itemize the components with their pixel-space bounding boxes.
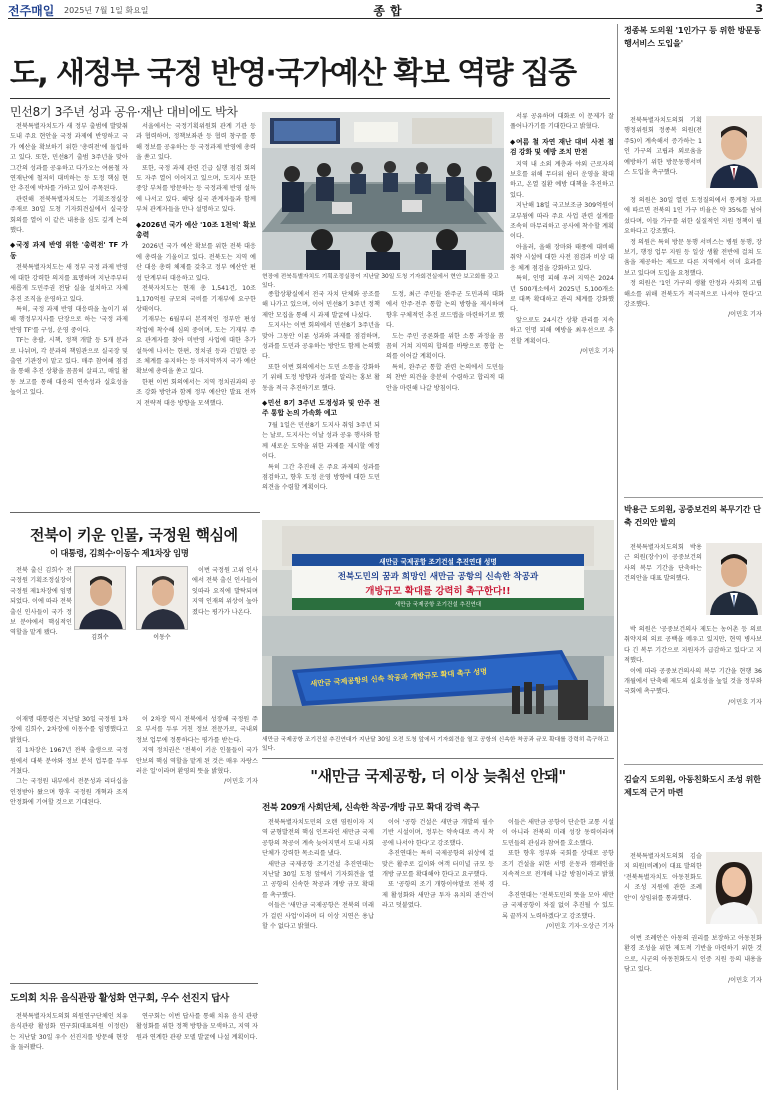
body-paragraph: 이번 조례안은 아동의 권리를 보장하고 아동친화 환경 조성을 위한 제도적 기반을 마련하기 위한 것으로, 시군의 아동친화도시 인증 지원 등의 내용을 담고 있다.	[624, 935, 762, 974]
box-column-2	[136, 715, 258, 980]
article-byline: /이민호 기자·오상근 기자	[546, 923, 614, 931]
box-subheadline: 이 대통령, 김희수·이동수 제1차장 임명	[50, 549, 189, 559]
body-paragraph: 전북특별자치도의회 김슬지 의원(비례)이 대표 발의한 '전북특별자치도 아동친화도시 조성 지원에 관한 조례안'이 상임위를 통과했다.	[624, 853, 702, 902]
body-paragraph: 서울에서는 국정기획위원회 관계 기관 등과 협력하며, 정책보좌관 등 협력 창구를 통해 정보를 공유하는 등 국정과제 반영에 총력을 쏟고 있다.	[136, 123, 256, 162]
box-lead-column-1	[10, 566, 72, 716]
person2-photo	[136, 566, 188, 630]
portrait-illustration	[706, 852, 762, 924]
bottom-column-1	[10, 1012, 128, 1090]
article-byline: /이민호 기자	[728, 698, 762, 706]
section-subheading: ◆국정 과제 반영 위한 '총력전' TF 가동	[10, 241, 128, 260]
body-paragraph: 이들은 '새만금 국제공항은 전북의 미래가 걸린 사업'이라며 더 이상 지연은 용납할 수 없다고 밝혔다.	[262, 902, 374, 931]
main-column-5	[510, 112, 614, 512]
banner-text-line-2: 개방규모 확대를 강력히 촉구한다!!	[365, 586, 511, 597]
sidebar1-title: 정종복 도의원 '1인가구 등 위한 방문동행서비스 도입을'	[624, 25, 761, 48]
box-headline: 전북이 키운 인물, 국정원 핵심에	[30, 526, 238, 544]
bottom-rule	[10, 983, 258, 984]
meeting-illustration	[262, 112, 504, 270]
sidebar3-body	[624, 934, 762, 1084]
banner-title: 새만금 국제공항 조기건설 추진연대 성명	[379, 558, 497, 566]
body-paragraph: 그는 국정원 내부에서 전문성과 리더십을 인정받아 왔으며 향후 국정원 개혁과 조직 안정화에 기여할 것으로 기대된다.	[10, 778, 128, 807]
body-paragraph: 전북특별자치도민의 오랜 염원이자 지역 균형발전의 핵심 인프라인 새만금 국제공항의 착공이 계속 늦어지면서 도내 사회단체가 강력한 목소리를 냈다.	[262, 819, 374, 858]
body-paragraph: 도는 주민 공론화를 위한 소통 과정을 꼼꼼히 거쳐 지역의 합의를 바탕으로 통합 논의를 이어갈 계획이다.	[386, 332, 504, 361]
portrait-illustration	[706, 116, 762, 188]
body-paragraph: 이번 국정원 고위 인사에서 전북 출신 인사들이 잇따라 요직에 발탁되며 지역 인재의 위상이 높아졌다는 평가가 나온다.	[192, 567, 258, 616]
body-paragraph: 정 의원은 특히 방문 동행 서비스는 병원 동행, 장보기, 행정 업무 지원 등 일상 생활 전반에 걸쳐 도움을 제공하는 제도로 다른 지역에서 이미 효과를 보고 있다며 도입을 요청했다.	[624, 238, 762, 277]
body-paragraph: 종합상황실에서 전국 자치 단체와 공조를 해 나가고 있으며, 이어 민선8기 3주년 정책 제안 모집을 통해 시 과제 발굴에 나섰다.	[262, 291, 380, 319]
body-paragraph: 이어 '공항 건설은 새만금 개발의 필수 기반 시설이며, 정부는 약속대로 즉시 착공에 나서야 한다'고 강조했다.	[382, 819, 494, 847]
section-subheading: ◆여름 철 자연 재난 대비 사전 점검 강화 및 예방 조치 만전	[510, 137, 614, 157]
sidebar2-lead	[624, 543, 702, 623]
page-number: 3	[755, 2, 763, 15]
body-paragraph: 이에 따라 공중보건의사의 복무 기간을 현행 36개월에서 단축해 제도의 실효성을 높일 것을 정부와 국회에 촉구했다.	[624, 667, 762, 696]
body-paragraph: 도지사는 이번 회의에서 민선8기 3주년을 맞아 그동안 이룬 성과와 과제를 점검하며, 성과를 도민과 공유하는 방안도 함께 논의했다.	[262, 322, 380, 361]
section-subheading: ◆민선 8기 3주년 도정성과 및 안주 전주 통합 논의 가속화 예고	[262, 399, 380, 418]
article-byline: /이민호 기자	[728, 976, 762, 984]
portrait-illustration	[137, 567, 188, 630]
portrait-illustration	[706, 543, 762, 615]
body-paragraph: 이 2차장 역시 전북에서 성장해 국정원 주요 부서를 두루 거친 정보 전문가로, 국내외 정보 업무에 정통하다는 평가를 받는다.	[136, 716, 258, 744]
main-headline: 도, 새정부 국정 반영·국가예산 확보 역량 집중	[10, 56, 576, 91]
body-paragraph: 도정, 최근 주민들 완주군 도민과의 대화에서 안주·전주 통합 논의 방향을 제시하며 향후 구체적인 추진 로드맵을 마련하기로 했다.	[386, 291, 504, 330]
body-paragraph: 추진연대는 '전북도민의 뜻을 모아 새만금 국제공항이 차질 없이 추진될 수 있도록 끝까지 노력하겠다'고 강조했다.	[502, 891, 614, 920]
portrait-illustration	[75, 567, 126, 630]
sidebar2-body	[624, 625, 762, 760]
body-paragraph: 또한 향후 정부와 국회를 상대로 공항 조기 건설을 위한 서명 운동과 캠페인을 지속적으로 전개해 나갈 방침이라고 밝혔다.	[502, 850, 614, 889]
section-subheading: ◆2026년 국가 예산 '10조 1천억' 확보 총력	[136, 220, 256, 240]
article-byline: /이민호 기자	[728, 311, 762, 319]
body-paragraph: 추진연대는 특히 국제공항의 위상에 걸맞은 활주로 길이와 여객 터미널 규모 등 개방 규모를 확대해야 한다고 요구했다.	[382, 850, 494, 879]
rally-photo-caption: 새만금 국제공항 조기건설 추진연대가 지난달 30일 오전 도청 앞에서 기자회견을 열고 공항의 신속한 착공과 규모 확대를 강력히 촉구하고 있다.	[262, 737, 609, 752]
body-paragraph: 지역 내 소외 계층과 야외 근로자의 보호를 위해 무더위 쉼터 운영을 확대하고, 온열 질환 예방 대책을 추진하고 있다.	[510, 160, 614, 199]
body-paragraph: 이들은 새만금 공항이 단순한 교통 시설이 아니라 전북의 미래 성장 동력이라며 도민들의 관심과 참여를 호소했다.	[502, 819, 614, 847]
body-paragraph: 이재명 대통령은 지난달 30일 국정원 1차장에 김희수, 2차장에 이동수를 임명했다고 밝혔다.	[10, 716, 128, 744]
saemangeum-rally-photo	[262, 520, 614, 732]
sidebar1-body	[624, 196, 762, 486]
body-paragraph: 전북특별자치도의회 기획행정위원회 정종복 의원(전주5)이 계속해서 증가하는 1인 가구의 고립과 외로움을 예방하기 위한 방문동행서비스 도입을 촉구했다.	[624, 117, 702, 177]
center-column-1	[262, 818, 374, 1082]
body-paragraph: 앞으로도 24시간 상황 관리를 지속하고 인명 피해 예방을 최우선으로 추진할 계획이다.	[510, 316, 614, 345]
body-paragraph: 지난해 18일 국고보조금 309억원이 교부됨에 따라 주요 사업 관련 설계를 조속히 마무리하고 공사에 착수할 계획이다.	[510, 202, 614, 241]
body-paragraph: 특히, 인명 피해 우려 지역은 2024년 500개소에서 2025년 5,100개소로 대폭 확대하고 관리 체계를 강화했다.	[510, 275, 614, 314]
sidebar2-title: 박용근 도의원, 공중보건의 복무기간 단축 건의안 발의	[624, 504, 761, 527]
bottom-headline: 도의회 치유 음식관광 활성화 연구회, 우수 선진지 답사	[10, 993, 229, 1004]
center-subheadline: 전북 209개 사회단체, 신속한 착공·개방 규모 확대 강력 촉구	[262, 803, 480, 813]
sidebar3-lead	[624, 852, 702, 932]
meeting-photo	[262, 112, 504, 270]
body-paragraph: 전북특별자치도의회 박용근 의원(장수)이 공중보건의사의 복무 기간을 단축하는 건의안을 대표 발의했다.	[624, 544, 702, 583]
center-headline: "새만금 국제공항, 더 이상 늦춰선 안돼"	[310, 767, 566, 785]
center-column-2	[382, 818, 494, 1082]
body-paragraph: 연구회는 이번 답사를 통해 치유 음식 관광 활성화를 위한 정책 방향을 모색하고, 지역 자원과 연계한 관광 모델 발굴에 나설 계획이다.	[136, 1013, 258, 1041]
main-column-3	[262, 290, 380, 505]
sidebar3-title: 김슬지 도의원, 아동친화도시 조성 위한 제도적 근거 마련	[624, 774, 761, 797]
body-paragraph: 전북특별자치도가 새 정부 출범에 발맞춰 도내 주요 현안을 국정 과제에 반영하고 국가 예산을 확보하기 위한 '총력전'에 돌입하고 있다. 또한, 민선8기 출범 3주년을 맞아 그간의 성과를 공유하고 다가오는 여름철 자연재난에 철저히 대비하는 등 도정 핵심 현안 추진에 박차를 가하고 있어 주목된다.	[10, 123, 128, 193]
rally-illustration	[262, 520, 614, 732]
headline-rule	[10, 98, 610, 99]
body-paragraph: 전북특별자치도의회 의원연구단체인 치유 음식관광 활성화 연구회(대표의원 이정린)는 지난달 30일 우수 선진지를 방문해 현장을 둘러봤다.	[10, 1013, 128, 1052]
body-paragraph: 한편 이번 회의에서는 지역 정치권과의 공조 강화 방안과 함께 정부 예산안 발표 전까지 전략적 대응 방향을 모색했다.	[136, 378, 256, 407]
body-paragraph: 정 의원은 '1인 가구의 생활 안정과 사회적 고립 해소를 위해 전북도가 적극적으로 나서야 한다'고 강조했다.	[624, 280, 762, 309]
sidebar1-portrait	[706, 116, 762, 188]
section-name: 종합	[373, 4, 407, 18]
body-paragraph: 2026년 국가 예산 확보를 위한 전북 대응에 총력을 기울이고 있다. 전북도는 지역 예산 대응 총력 체제를 갖추고 정부 예산안 편성 단계부터 대응하고 있다.	[136, 243, 256, 282]
article-byline: /이민호 기자	[224, 778, 258, 786]
issue-date: 2025년 7월 1일 화요일	[64, 6, 149, 15]
body-paragraph: 새만금 국제공항 조기건설 추진연대는 지난달 30일 도청 앞에서 기자회견을 열고 공항의 신속한 착공과 개방 규모 확대를 촉구했다.	[262, 860, 374, 899]
body-paragraph: 관련해 전북특별자치도는 기획조정실장 주재로 30일 도청 기자회견실에서 실국장 회의를 열어 이 같은 내용을 심도 깊게 논의했다.	[10, 195, 128, 235]
box-column-1	[10, 715, 128, 980]
body-paragraph: 지역 정치권은 '전북이 키운 인물들이 국가 안보의 핵심 역할을 맡게 된 것은 매우 자랑스러운 일'이라며 환영의 뜻을 밝혔다.	[136, 747, 258, 776]
person2-caption: 이동수	[153, 634, 171, 641]
body-paragraph: 또한, 국정 과제 관련 긴급 실행 점검 회의도 자주 열어 이어지고 있으며, 도지사 또한 중앙 부처를 방문하는 등 국정과제 반영 설득에 나서고 있다. 해당 실국 관계자들과 함께 부처 관계자들을 만나 설명하고 있다.	[136, 164, 256, 214]
box-lead-column-2	[192, 566, 258, 716]
body-paragraph: 특히, 국정 과제 반영 대응력을 높이기 위해 행정부지사를 단장으로 하는 '국정 과제 반영 TF'를 구성, 운영 중이다.	[10, 305, 128, 334]
section-rule	[10, 512, 260, 513]
body-paragraph: 서류 공유하며 대화로 이 문제가 잘 풀어나가기를 기대한다고 밝혔다.	[510, 113, 614, 131]
main-column-2	[136, 122, 256, 505]
sidebar-divider	[617, 24, 618, 1090]
body-paragraph: TF는 총괄, 시책, 정책 개발 등 5개 분과로 나뉘며, 각 분과의 책임관으로 실국장 및 출연 기관장이 맡고 있다. 매주 참여해 점검을 통해 추진 상황을 꼼꼼히 살피고, 매일 활동 보고를 통해 대응의 연속성과 실효성을 높이고 있다.	[10, 337, 128, 397]
body-paragraph: 또 '공항의 조기 개항이야말로 전북 경제 활성화와 새만금 투자 유치의 관건'이라고 덧붙였다.	[382, 881, 494, 910]
body-paragraph: 김 1차장은 1967년 전북 출생으로 국정원에서 대북 분야와 정보 분석 업무를 두루 거쳤다.	[10, 747, 128, 776]
body-paragraph: 전북 출신 김희수 전 국정원 기획조정실장이 국정원 제1차장에 임명되었다. 이에 따라 전북 출신 인사들이 국가 정보 분야에서 핵심적인 역할을 맡게 됐다.	[10, 567, 72, 637]
sidebar-rule	[624, 497, 763, 498]
body-paragraph: 특히, 완주군 통합 관련 논의에서 도민들의 찬반 의견을 충분히 수렴하고 합리적 대안을 마련해 나갈 방침이다.	[386, 363, 504, 392]
sidebar-rule	[624, 764, 763, 765]
sidebar1-lead	[624, 116, 702, 196]
sign-text: 새만금 국제공항의 신속 착공과 개방규모 확대 촉구 성명	[309, 666, 488, 689]
headline-top-rule	[262, 758, 614, 759]
body-paragraph: 기재부는 6월부터 본격적인 정부안 편성 작업에 착수해 심의 중이며, 도는 기재부 주요 관계자를 찾아 미반영 사업에 대한 추가 설득에 나서는 한편, 정치권 등과 긴밀한 공조 체계를 유지하는 등 마지막까지 국가 예산 확보에 총력을 쏟고 있다.	[136, 316, 256, 376]
sidebar2-portrait	[706, 543, 762, 615]
body-paragraph: 또한 이번 회의에서는 도민 소통을 강화하기 위해 도정 방향과 성과를 알리는 홍보 활동을 적극 추진하기로 했다.	[262, 363, 380, 392]
bottom-column-2	[136, 1012, 258, 1090]
masthead	[8, 3, 763, 19]
body-paragraph: 박 의원은 '공중보건의사 제도는 농어촌 등 의료 취약지의 의료 공백을 메우고 있지만, 현역 병사보다 긴 복무 기간으로 지원자가 급감하고 있다'고 지적했다.	[624, 626, 762, 665]
sidebar3-portrait	[706, 852, 762, 924]
body-paragraph: 아울러, 올해 장마와 태풍에 대비해 취약 시설에 대한 사전 점검과 비상 대응 체계 점검을 강화하고 있다.	[510, 243, 614, 272]
person1-photo	[74, 566, 126, 630]
main-column-4	[386, 290, 504, 505]
body-paragraph: 전북자치도는 현재 총 1,541건, 10조 1,170억원 규모의 국비를 기재부에 요구한 상태이다.	[136, 285, 256, 313]
meeting-photo-caption: 현장에 전북특별자치도 기획조정실장이 지난달 30일 도청 기자회견실에서 현안 보고회를 갖고 있다.	[262, 274, 499, 289]
banner-organization: 새만금 국제공항 조기건설 추진연대	[394, 602, 482, 608]
center-column-3	[502, 818, 614, 1082]
paper-name: 전주매일	[8, 4, 55, 18]
article-byline: /이민호 기자	[580, 347, 614, 355]
person1-caption: 김희수	[91, 634, 109, 641]
main-subhead: 민선8기 3주년 성과 공유·재난 대비에도 박차	[10, 105, 238, 119]
body-paragraph: 전북특별자치도는 새 정부 국정 과제 반영에 대한 강력한 의지를 표명하며 지난주부터 새롭게 도민주권 전담 실을 설치하고 자체 추진 조직을 운영하고 있다.	[10, 264, 128, 303]
banner-text-line-1: 전북도민의 꿈과 희망인 새만금 공항의 신속한 착공과	[337, 572, 539, 582]
main-column-1	[10, 122, 128, 505]
body-paragraph: 7월 1일은 민선8기 도지사 취임 3주년 되는 날로, 도지사는 이날 성과 공유 행사와 함께 새로운 도약을 위한 과제를 제시할 예정이다.	[262, 421, 380, 461]
body-paragraph: 특히 그간 추진해 온 주요 과제의 성과를 점검하고, 향후 도정 운영 방향에 대한 도민 의견을 수렴할 계획이다.	[262, 463, 380, 492]
body-paragraph: 정 의원은 30일 열린 도정질의에서 통계청 자료에 따르면 전북의 1인 가구 비율은 약 35%를 넘어섰다며, 이들 가구를 위한 실질적인 지원 정책이 필요하다고 강조했다.	[624, 197, 762, 236]
